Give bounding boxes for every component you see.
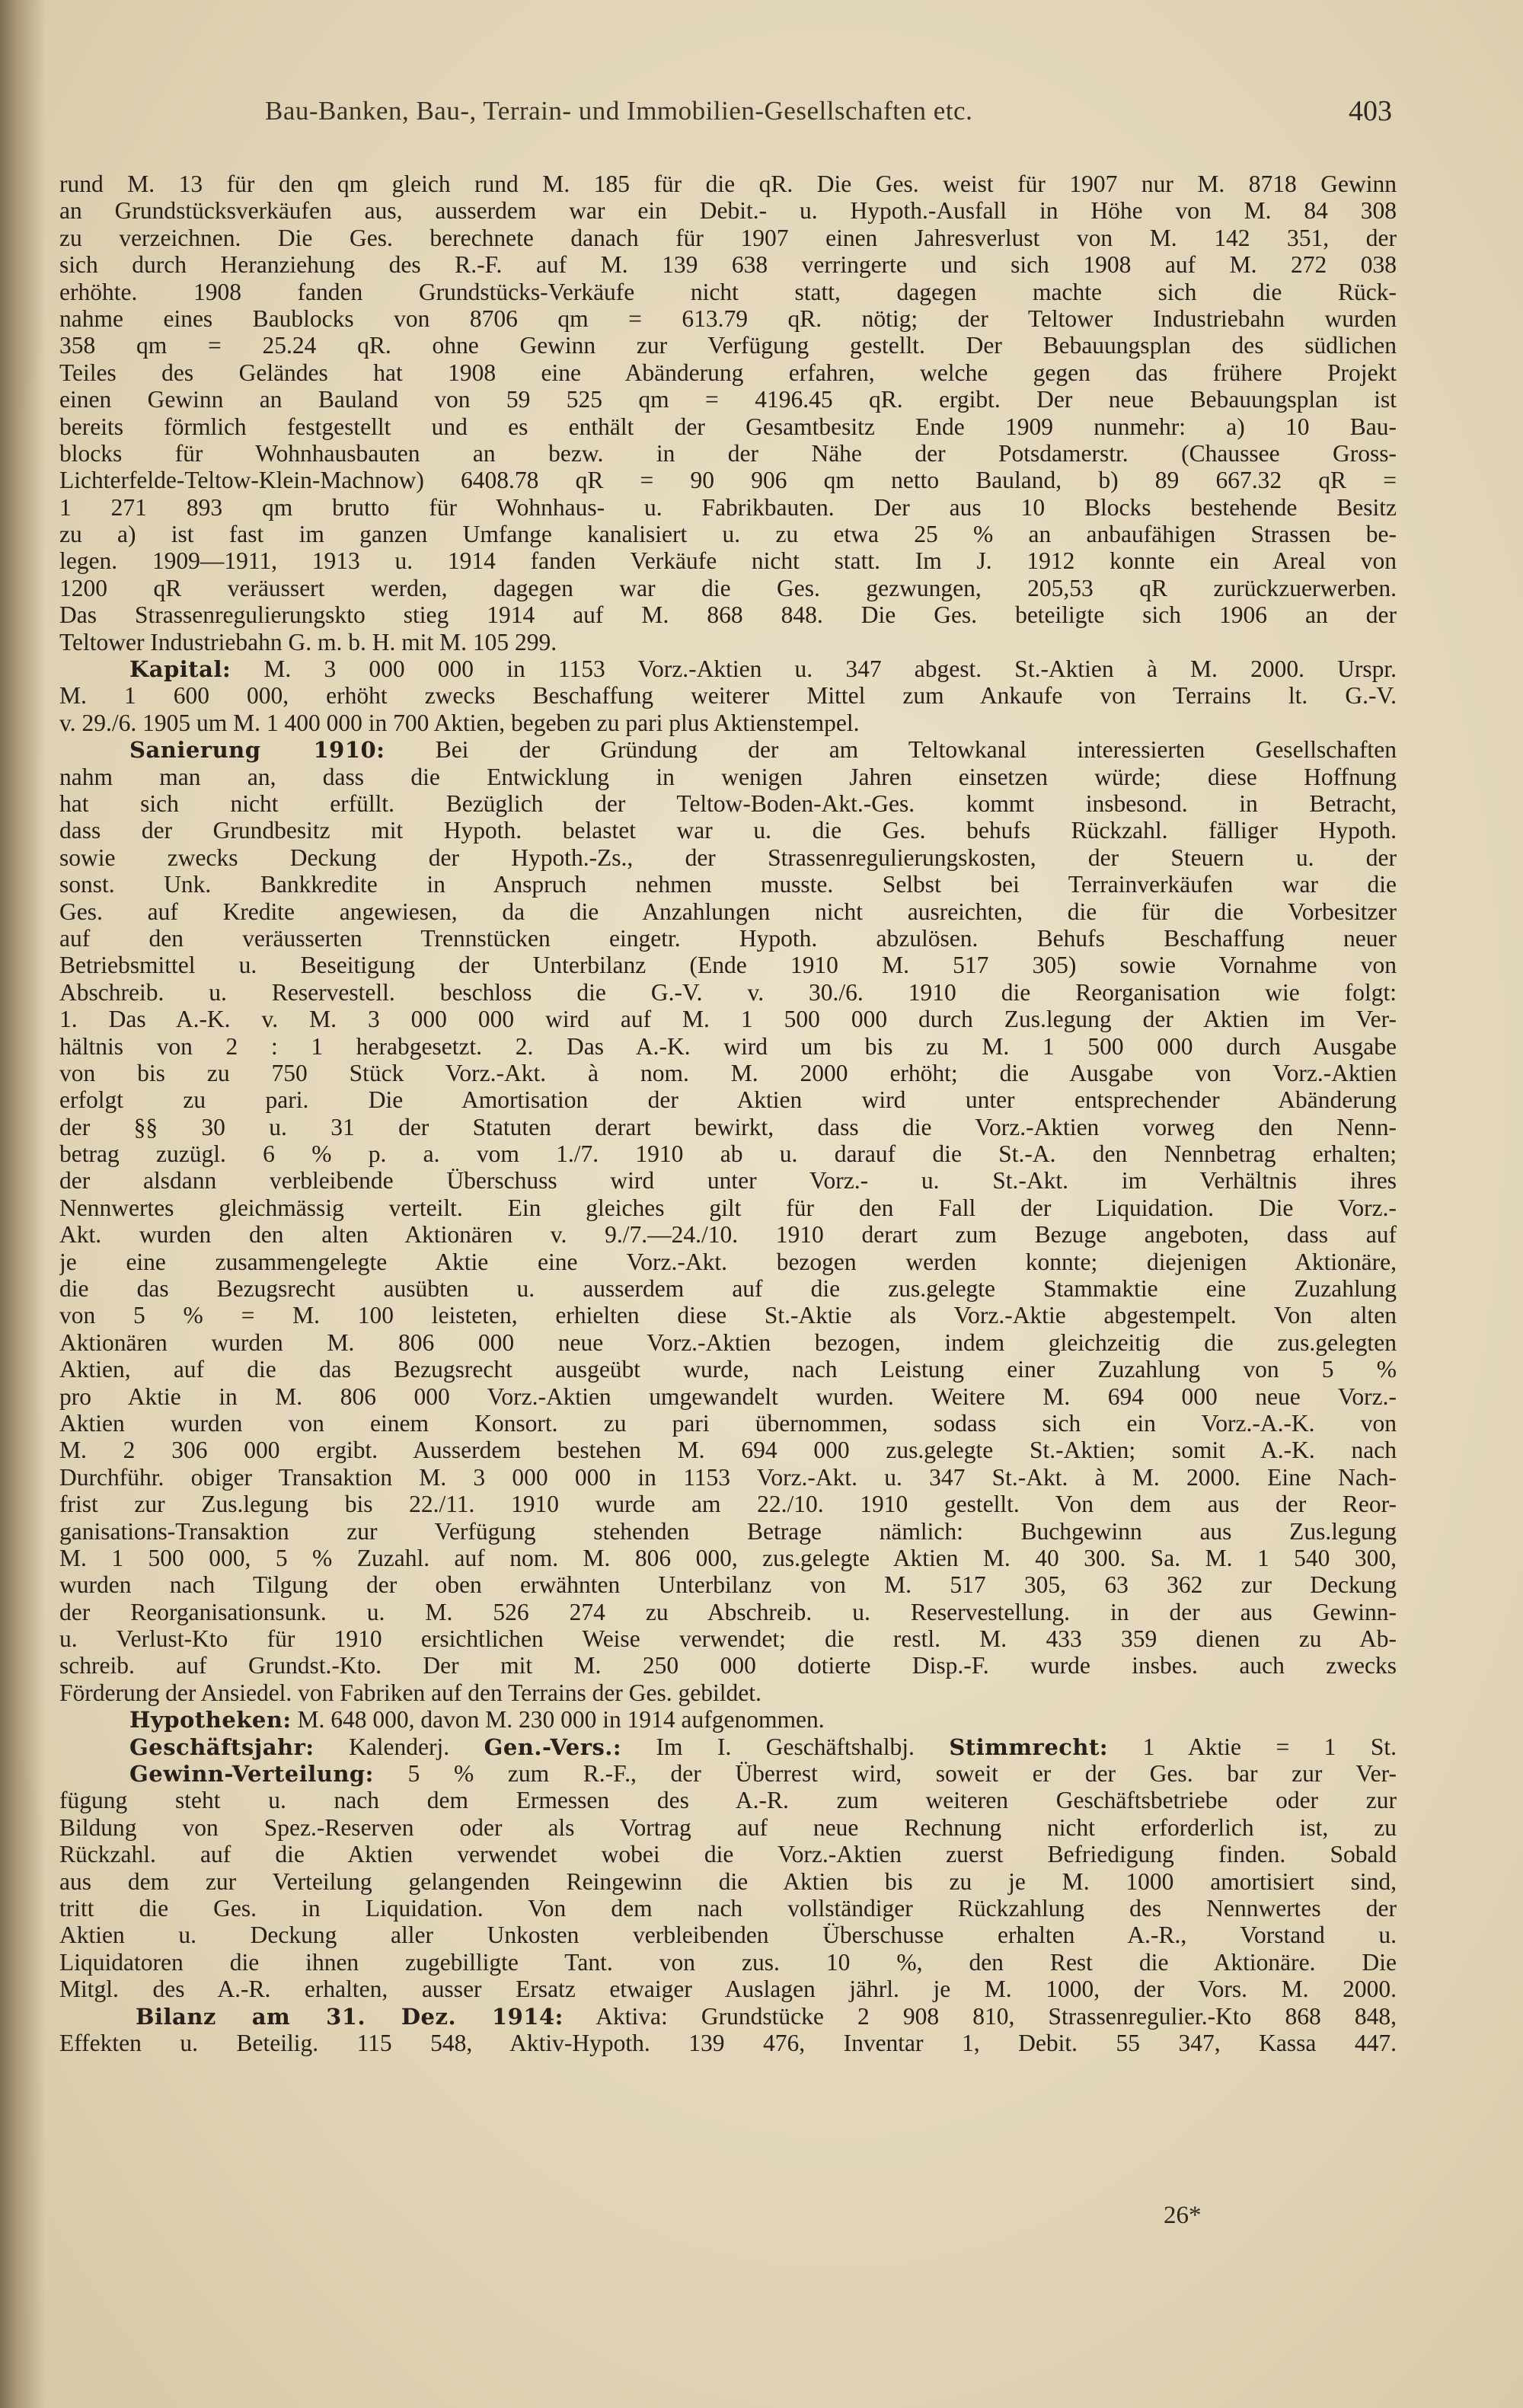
line-text: Liquidatoren die ihnen zugebilligte Tant. von zus. 10 %, den Rest die Aktionäre. Die	[59, 1948, 1397, 1976]
text-line	[59, 764, 1397, 790]
text-line	[59, 1518, 1397, 1545]
line-text: 1 271 893 qm brutto für Wohnhaus- u. Fabrikbauten. Der aus 10 Blocks bestehende Besitz	[59, 493, 1397, 521]
text-line	[59, 1652, 1397, 1679]
line-text: tritt die Ges. in Liquidation. Von dem nach vollständiger Rückzahlung des Nennwertes der	[59, 1895, 1397, 1922]
text-line	[59, 1086, 1397, 1113]
text-line	[59, 2003, 1397, 2030]
text-line	[59, 1167, 1397, 1194]
body-text	[59, 171, 1397, 2056]
line-text: Das Strassenregulierungskto stieg 1914 auf M. 868 848. Die Ges. beteiligte sich 1906 an der	[59, 601, 1397, 629]
text-line	[59, 844, 1397, 871]
text-line	[59, 898, 1397, 925]
line-text: Bei der Gründung der am Teltowkanal interessierten Gesellschaften	[385, 736, 1397, 764]
line-text: 1. Das A.-K. v. M. 3 000 000 wird auf M. 1 500 000 durch Zus.legung der Aktien im Ver-	[59, 1006, 1397, 1033]
text-line	[59, 1194, 1397, 1221]
text-line	[59, 925, 1397, 952]
text-line	[59, 1140, 1397, 1167]
text-line	[59, 413, 1397, 440]
text-line	[59, 1814, 1397, 1841]
section-lead: Hypotheken:	[129, 1707, 292, 1733]
text-line	[59, 1329, 1397, 1356]
line-text: v. 29./6. 1905 um M. 1 400 000 in 700 Aktien, begeben zu pari plus Aktienstempel.	[59, 709, 860, 736]
text-line	[59, 1114, 1397, 1140]
line-text: blocks für Wohnhausbauten an bezw. in der Nähe der Potsdamerstr. (Chaussee Gross-	[59, 439, 1397, 467]
line-text: Bildung von Spez.-Reserven oder als Vortrag auf neue Rechnung nicht erforderlich ist, zu	[59, 1813, 1397, 1841]
line-text: Nennwertes gleichmässig verteilt. Ein gleiches gilt für den Fall der Liquidation. Die Vorz.-	[59, 1194, 1397, 1221]
text-line	[59, 225, 1397, 251]
line-text: aus dem zur Verteilung gelangenden Reingewinn die Aktien bis zu je M. 1000 amortisiert sind,	[59, 1867, 1397, 1895]
line-text: Lichterfelde-Teltow-Klein-Machnow) 6408.78 qR = 90 906 qm netto Bauland, b) 89 667.32 qR =	[59, 467, 1397, 494]
text-line	[59, 1464, 1397, 1491]
line-text: M. 1 600 000, erhöht zwecks Beschaffung weiterer Mittel zum Ankaufe von Terrains lt. G.-V.	[59, 682, 1397, 710]
text-line	[59, 629, 1397, 655]
line-text: sonst. Unk. Bankkredite in Anspruch nehmen musste. Selbst bei Terrainverkäufen war die	[59, 871, 1397, 898]
text-line	[59, 871, 1397, 898]
line-text: Durchführ. obiger Transaktion M. 3 000 000 in 1153 Vorz.-Akt. u. 347 St.-Akt. à M. 2000. Eine Nach-	[59, 1463, 1397, 1491]
line-text: schreib. auf Grundst.-Kto. Der mit M. 250 000 dotierte Disp.-F. wurde insbes. auch zwecks	[59, 1652, 1397, 1679]
line-text: Förderung der Ansiedel. von Fabriken auf den Terrains der Ges. gebildet.	[59, 1679, 762, 1706]
text-line	[59, 1679, 1397, 1706]
text-line	[59, 1275, 1397, 1302]
line-text: hältnis von 2 : 1 herabgesetzt. 2. Das A.-K. wird um bis zu M. 1 500 000 durch Ausgabe	[59, 1032, 1397, 1060]
line-text: der §§ 30 u. 31 der Statuten derart bewirkt, dass die Vorz.-Aktien vorweg den Nenn-	[59, 1113, 1397, 1140]
line-text: zu a) ist fast im ganzen Umfange kanalisiert u. zu etwa 25 % an anbaufähigen Strassen be-	[59, 521, 1397, 548]
text-line	[59, 1733, 1397, 1760]
line-text: Aktien, auf die das Bezugsrecht ausgeübt wurde, nach Leistung einer Zuzahlung von 5 %	[59, 1356, 1397, 1383]
line-text: wurden nach Tilgung der oben erwähnten Unterbilanz von M. 517 305, 63 362 zur Deckung	[59, 1571, 1397, 1599]
text-line	[59, 494, 1397, 521]
text-line	[59, 979, 1397, 1006]
text-line	[59, 279, 1397, 305]
text-line	[59, 790, 1397, 817]
line-text: Akt. wurden den alten Aktionären v. 9./7.—24./10. 1910 derart zum Bezuge angeboten, dass auf	[59, 1221, 1397, 1249]
text-line	[59, 305, 1397, 332]
line-text: fügung steht u. nach dem Ermessen des A.-R. zum weiteren Geschäftsbetriebe oder zur	[59, 1787, 1397, 1814]
text-line	[59, 1437, 1397, 1463]
signature-mark: 26*	[1164, 2202, 1202, 2229]
text-line	[59, 1033, 1397, 1060]
text-line	[59, 251, 1397, 278]
text-line	[59, 332, 1397, 359]
text-line	[59, 1571, 1397, 1598]
line-text: von 5 % = M. 100 leisteten, erhielten diese St.-Aktie als Vorz.-Aktie abgestempelt. Von alten	[59, 1302, 1397, 1329]
text-line	[59, 1302, 1397, 1328]
line-text: Ges. auf Kredite angewiesen, da die Anzahlungen nicht ausreichten, die für die Vorbesitzer	[59, 898, 1397, 925]
line-text: sowie zwecks Deckung der Hypoth.-Zs., der Strassenregulierungskosten, der Steuern u. der	[59, 844, 1397, 871]
line-text: auf den veräusserten Trennstücken eingetr. Hypoth. abzulösen. Behufs Beschaffung neuer	[59, 924, 1397, 952]
line-text: nahm man an, dass die Entwicklung in wenigen Jahren einsetzen würde; diese Hoffnung	[59, 763, 1397, 790]
line-text: M. 3 000 000 in 1153 Vorz.-Aktien u. 347 abgest. St.-Aktien à M. 2000. Urspr.	[231, 655, 1397, 683]
text-line	[59, 1706, 1397, 1733]
line-text: dass der Grundbesitz mit Hypoth. belastet war u. die Ges. behufs Rückzahl. fälliger Hypoth.	[59, 817, 1397, 844]
line-text: erfolgt zu pari. Die Amortisation der Aktien wird unter entsprechender Abänderung	[59, 1086, 1397, 1114]
page-number: 403	[1349, 95, 1392, 127]
text-line	[59, 601, 1397, 628]
line-text: Aktiva: Grundstücke 2 908 810, Strassenregulier.-Kto 868 848,	[563, 2002, 1397, 2030]
line-text: Aktionären wurden M. 806 000 neue Vorz.-Aktien bezogen, indem gleichzeitig die zus.gelegten	[59, 1328, 1397, 1356]
line-text: pro Aktie in M. 806 000 Vorz.-Aktien umgewandelt wurden. Weitere M. 694 000 neue Vorz.-	[59, 1383, 1397, 1410]
text-line	[59, 547, 1397, 574]
text-line	[59, 197, 1397, 224]
line-text: 5 % zum R.-F., der Überrest wird, soweit er der Ges. bar zur Ver-	[373, 1760, 1397, 1788]
text-line	[59, 1922, 1397, 1948]
line-text: hat sich nicht erfüllt. Bezüglich der Teltow-Boden-Akt.-Ges. kommt insbesond. in Betracht,	[59, 789, 1397, 817]
line-text: 1 Aktie = 1 St.	[1108, 1733, 1397, 1760]
text-line	[59, 1545, 1397, 1571]
text-line	[59, 171, 1397, 197]
text-line	[59, 521, 1397, 547]
text-line	[59, 467, 1397, 493]
text-line	[59, 1491, 1397, 1517]
section-lead: Bilanz am 31. Dez. 1914:	[136, 2003, 564, 2030]
line-text: je eine zusammengelegte Aktie eine Vorz.-Akt. bezogen werden konnte; diejenigen Aktionäre,	[59, 1248, 1397, 1275]
text-line	[59, 1976, 1397, 2002]
line-text: Abschreib. u. Reservestell. beschloss die G.-V. v. 30./6. 1910 die Reorganisation wie folgt:	[59, 978, 1397, 1006]
text-line	[59, 1599, 1397, 1625]
line-text: legen. 1909—1911, 1913 u. 1914 fanden Verkäufe nicht statt. Im J. 1912 konnte ein Areal von	[59, 547, 1397, 575]
line-text: Aktien wurden von einem Konsort. zu pari übernommen, sodass sich ein Vorz.-A.-K. von	[59, 1409, 1397, 1437]
text-line	[59, 1760, 1397, 1787]
line-text: Rückzahl. auf die Aktien verwendet wobei die Vorz.-Aktien zuerst Befriedigung finden. Sobald	[59, 1841, 1397, 1868]
line-text: 1200 qR veräussert werden, dagegen war die Ges. gezwungen, 205,53 qR zurückzuerwerben.	[59, 574, 1397, 601]
line-text: Betriebsmittel u. Beseitigung der Unterbilanz (Ende 1910 M. 517 305) sowie Vornahme von	[59, 952, 1397, 979]
text-line	[59, 1383, 1397, 1410]
text-line	[59, 1841, 1397, 1867]
line-text: einen Gewinn an Bauland von 59 525 qm = 4196.45 qR. ergibt. Der neue Bebauungsplan ist	[59, 386, 1397, 413]
text-line	[59, 1356, 1397, 1383]
section-lead: Gewinn-Verteilung:	[129, 1761, 374, 1788]
text-line	[59, 359, 1397, 386]
line-text: der alsdann verbleibende Überschuss wird unter Vorz.- u. St.-Akt. im Verhältnis ihres	[59, 1167, 1397, 1194]
line-text: Aktien u. Deckung aller Unkosten verbleibenden Überschusse erhalten A.-R., Vorstand u.	[59, 1922, 1397, 1949]
section-lead: Kapital:	[129, 656, 231, 683]
running-head: Bau-Banken, Bau-, Terrain- und Immobilien-Gesellschaften etc.	[265, 96, 973, 126]
text-line	[59, 1868, 1397, 1895]
text-line	[59, 1949, 1397, 1976]
section-lead: Gen.-Vers.:	[484, 1733, 622, 1760]
line-text: M. 2 306 000 ergibt. Ausserdem bestehen M. 694 000 zus.gelegte St.-Aktien; somit A.-K. nach	[59, 1437, 1397, 1464]
line-text: zu verzeichnen. Die Ges. berechnete danach für 1907 einen Jahresverlust von M. 142 351, der	[59, 224, 1397, 251]
text-line	[59, 952, 1397, 978]
line-text: Kalenderj.	[314, 1733, 484, 1760]
line-text: die das Bezugsrecht ausübten u. ausserdem auf die zus.gelegte Stammaktie eine Zuzahlung	[59, 1275, 1397, 1303]
text-line	[59, 1787, 1397, 1813]
text-line	[59, 655, 1397, 682]
section-lead: Stimmrecht:	[949, 1733, 1109, 1760]
line-text: 358 qm = 25.24 qR. ohne Gewinn zur Verfügung gestellt. Der Bebauungsplan des südlichen	[59, 332, 1397, 359]
line-text: von bis zu 750 Stück Vorz.-Akt. à nom. M. 2000 erhöht; die Ausgabe von Vorz.-Aktien	[59, 1059, 1397, 1086]
text-line	[59, 1249, 1397, 1275]
text-line	[59, 1410, 1397, 1437]
text-line	[59, 1895, 1397, 1922]
text-line	[59, 1060, 1397, 1086]
line-text: Mitgl. des A.-R. erhalten, ausser Ersatz etwaiger Auslagen jährl. je M. 1000, der Vors. M. 2000.	[59, 1976, 1397, 2003]
section-lead: Sanierung 1910:	[129, 737, 385, 764]
text-line	[59, 2030, 1397, 2056]
line-text: erhöhte. 1908 fanden Grundstücks-Verkäufe nicht statt, dagegen machte sich die Rück-	[59, 278, 1397, 305]
line-text: Teltower Industriebahn G. m. b. H. mit M. 105 299.	[59, 628, 557, 655]
text-line	[59, 736, 1397, 763]
line-text: bereits förmlich festgestellt und es enthält der Gesamtbesitz Ende 1909 nunmehr: a) 10 Bau-	[59, 413, 1397, 440]
section-lead: Geschäftsjahr:	[129, 1733, 314, 1760]
text-line	[59, 386, 1397, 413]
binding-shadow	[0, 0, 46, 2408]
line-text: Effekten u. Beteilig. 115 548, Aktiv-Hypoth. 139 476, Inventar 1, Debit. 55 347, Kassa 447.	[59, 2029, 1397, 2056]
text-line	[59, 1625, 1397, 1652]
text-line	[59, 1006, 1397, 1032]
text-line	[59, 1221, 1397, 1248]
line-text: sich durch Heranziehung des R.-F. auf M. 139 638 verringerte und sich 1908 auf M. 272 038	[59, 251, 1397, 279]
line-text: Teiles des Geländes hat 1908 eine Abänderung erfahren, welche gegen das frühere Projekt	[59, 359, 1397, 386]
line-text: ganisations-Transaktion zur Verfügung stehenden Betrage nämlich: Buchgewinn aus Zus.legung	[59, 1517, 1397, 1545]
line-text: betrag zuzügl. 6 % p. a. vom 1./7. 1910 ab u. darauf die St.-A. den Nennbetrag erhalten;	[59, 1140, 1397, 1168]
line-text: an Grundstücksverkäufen aus, ausserdem war ein Debit.- u. Hypoth.-Ausfall in Höhe von M. 84 308	[59, 197, 1397, 225]
line-text: M. 648 000, davon M. 230 000 in 1914 aufgenommen.	[291, 1706, 825, 1733]
line-text: der Reorganisationsunk. u. M. 526 274 zu Abschreib. u. Reservestellung. in der aus Gewinn-	[59, 1598, 1397, 1625]
line-text: nahme eines Baublocks von 8706 qm = 613.79 qR. nötig; der Teltower Industriebahn wurden	[59, 305, 1397, 332]
text-line	[59, 817, 1397, 844]
line-text: u. Verlust-Kto für 1910 ersichtlichen Weise verwendet; die restl. M. 433 359 dienen zu Ab-	[59, 1625, 1397, 1653]
line-text: M. 1 500 000, 5 % Zuzahl. auf nom. M. 806 000, zus.gelegte Aktien M. 40 300. Sa. M. 1 540 300,	[59, 1544, 1397, 1571]
text-line	[59, 710, 1397, 736]
text-line	[59, 575, 1397, 601]
line-text: frist zur Zus.legung bis 22./11. 1910 wurde am 22./10. 1910 gestellt. Von dem aus der Reor-	[59, 1491, 1397, 1518]
line-text: Im I. Geschäftshalbj.	[621, 1733, 950, 1760]
line-text: rund M. 13 für den qm gleich rund M. 185 für die qR. Die Ges. weist für 1907 nur M. 8718 Gewinn	[59, 171, 1397, 197]
text-line	[59, 440, 1397, 467]
text-line	[59, 682, 1397, 709]
